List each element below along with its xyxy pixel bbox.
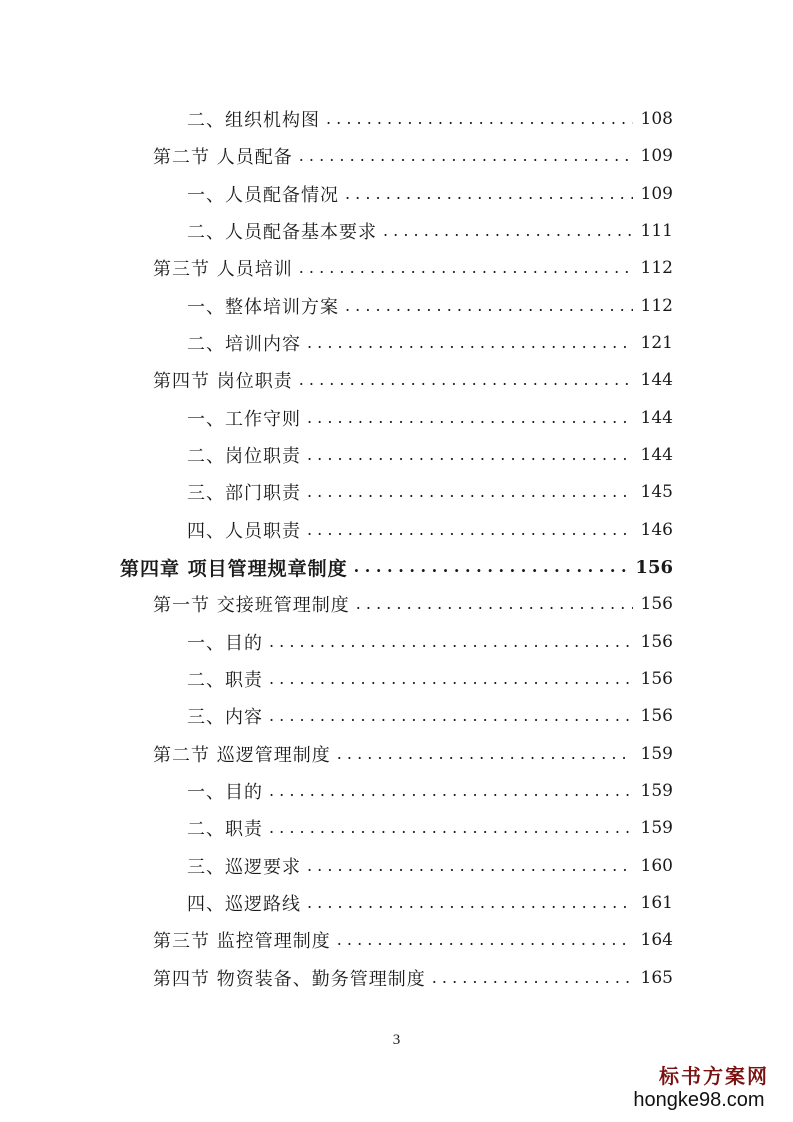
toc-entry bbox=[187, 626, 673, 658]
toc-entry-title: 一、目的 bbox=[187, 633, 263, 654]
toc-dot-leader bbox=[307, 895, 633, 913]
toc-entry bbox=[153, 962, 673, 994]
toc-dot-leader bbox=[337, 932, 633, 950]
toc-entry-page: 109 bbox=[640, 184, 673, 204]
toc-dot-leader bbox=[269, 708, 633, 726]
toc-dot-leader bbox=[299, 372, 633, 390]
toc-entry-page: 144 bbox=[640, 445, 673, 465]
toc-entry bbox=[153, 140, 673, 172]
toc-entry-title: 第一节 交接班管理制度 bbox=[153, 595, 350, 616]
toc-entry bbox=[187, 103, 673, 135]
page-number: 3 bbox=[392, 1032, 401, 1048]
toc-entry-page: 156 bbox=[640, 706, 673, 726]
toc-entry-title: 四、巡逻路线 bbox=[187, 894, 301, 915]
toc-entry-title: 第二节 巡逻管理制度 bbox=[153, 745, 331, 766]
toc-dot-leader bbox=[307, 858, 633, 876]
toc-entry-title: 四、人员职责 bbox=[187, 521, 301, 542]
toc-entry-title: 二、职责 bbox=[187, 819, 263, 840]
toc-entry-page: 121 bbox=[640, 333, 673, 353]
watermark-logo bbox=[619, 1064, 779, 1112]
toc-entry-title: 第四章 项目管理规章制度 bbox=[120, 557, 348, 580]
toc-dot-leader bbox=[307, 335, 633, 353]
toc-entry-page: 156 bbox=[640, 594, 673, 614]
toc-entry bbox=[187, 476, 673, 508]
toc-entry-page: 109 bbox=[640, 146, 673, 166]
toc-entry bbox=[187, 327, 673, 359]
toc-dot-leader bbox=[269, 634, 633, 652]
toc-entry-title: 二、岗位职责 bbox=[187, 446, 301, 467]
watermark-site-name: 标书方案网 bbox=[659, 1064, 769, 1088]
toc-entry bbox=[187, 812, 673, 844]
toc-entry-title: 三、巡逻要求 bbox=[187, 857, 301, 878]
toc-entry-page: 108 bbox=[640, 109, 673, 129]
toc-entry-title: 一、目的 bbox=[187, 782, 263, 803]
toc-entry bbox=[153, 738, 673, 770]
toc-entry-title: 三、内容 bbox=[187, 707, 263, 728]
toc-entry-page: 156 bbox=[640, 669, 673, 689]
toc-entry-page: 112 bbox=[640, 258, 673, 278]
toc-entry-title: 二、组织机构图 bbox=[187, 110, 320, 131]
watermark-url: hongke98.com bbox=[633, 1089, 765, 1111]
toc-dot-leader bbox=[269, 671, 633, 689]
toc-entry-page: 145 bbox=[640, 482, 673, 502]
toc-entry-title: 第三节 人员培训 bbox=[153, 259, 293, 280]
toc-dot-leader bbox=[269, 820, 633, 838]
toc-dot-leader bbox=[307, 484, 633, 502]
toc-entry bbox=[187, 887, 673, 919]
toc-entry bbox=[187, 663, 673, 695]
toc-entry-page: 146 bbox=[640, 520, 673, 540]
toc-entry bbox=[187, 439, 673, 471]
toc-dot-leader bbox=[432, 970, 633, 988]
toc-entry-title: 第四节 物资装备、勤务管理制度 bbox=[153, 969, 426, 990]
toc-entry-title: 一、工作守则 bbox=[187, 409, 301, 430]
toc-entry-title: 二、职责 bbox=[187, 670, 263, 691]
toc-entry-page: 156 bbox=[635, 556, 673, 578]
toc-entry-title: 一、人员配备情况 bbox=[187, 185, 339, 206]
toc-entry-page: 144 bbox=[640, 408, 673, 428]
toc-entry-title: 第二节 人员配备 bbox=[153, 147, 293, 168]
toc-entry-title: 第三节 监控管理制度 bbox=[153, 931, 331, 952]
toc-entry bbox=[153, 588, 673, 620]
toc-dot-leader bbox=[299, 260, 633, 278]
toc-entry-title: 三、部门职责 bbox=[187, 483, 301, 504]
toc-entry-page: 156 bbox=[640, 632, 673, 652]
toc-dot-leader bbox=[307, 410, 633, 428]
toc-entry-title: 一、整体培训方案 bbox=[187, 297, 339, 318]
toc-dot-leader bbox=[269, 783, 633, 801]
toc-entry-page: 144 bbox=[640, 370, 673, 390]
toc-entry-title: 二、培训内容 bbox=[187, 334, 301, 355]
toc-dot-leader bbox=[299, 148, 633, 166]
toc-entry bbox=[153, 924, 673, 956]
toc-entry-page: 159 bbox=[640, 818, 673, 838]
toc-entry-page: 111 bbox=[640, 221, 673, 241]
toc-dot-leader bbox=[356, 596, 633, 614]
toc-entry bbox=[187, 700, 673, 732]
toc-dot-leader bbox=[337, 746, 633, 764]
toc-entry-page: 159 bbox=[640, 744, 673, 764]
toc-entry bbox=[187, 402, 673, 434]
toc-dot-leader bbox=[354, 559, 630, 578]
toc-entry bbox=[187, 514, 673, 546]
toc-dot-leader bbox=[307, 447, 633, 465]
toc-entry-page: 112 bbox=[640, 296, 673, 316]
toc-dot-leader bbox=[383, 223, 633, 241]
toc-entry bbox=[187, 775, 673, 807]
toc-entry-page: 159 bbox=[640, 781, 673, 801]
toc-entry-chapter bbox=[120, 551, 673, 583]
toc-entry bbox=[187, 178, 673, 210]
toc-dot-leader bbox=[345, 186, 633, 204]
toc-entry bbox=[187, 290, 673, 322]
toc-entry-title: 第四节 岗位职责 bbox=[153, 371, 293, 392]
toc-entry bbox=[153, 252, 673, 284]
toc-entry-page: 164 bbox=[640, 930, 673, 950]
toc-entry bbox=[153, 364, 673, 396]
toc-entry-page: 165 bbox=[640, 968, 673, 988]
toc-entry-page: 161 bbox=[640, 893, 673, 913]
toc-dot-leader bbox=[345, 298, 633, 316]
toc-entry bbox=[187, 850, 673, 882]
toc-dot-leader bbox=[307, 522, 633, 540]
toc-entry bbox=[187, 215, 673, 247]
toc-dot-leader bbox=[326, 111, 633, 129]
toc-entry-title: 二、人员配备基本要求 bbox=[187, 222, 377, 243]
toc-entry-page: 160 bbox=[640, 856, 673, 876]
